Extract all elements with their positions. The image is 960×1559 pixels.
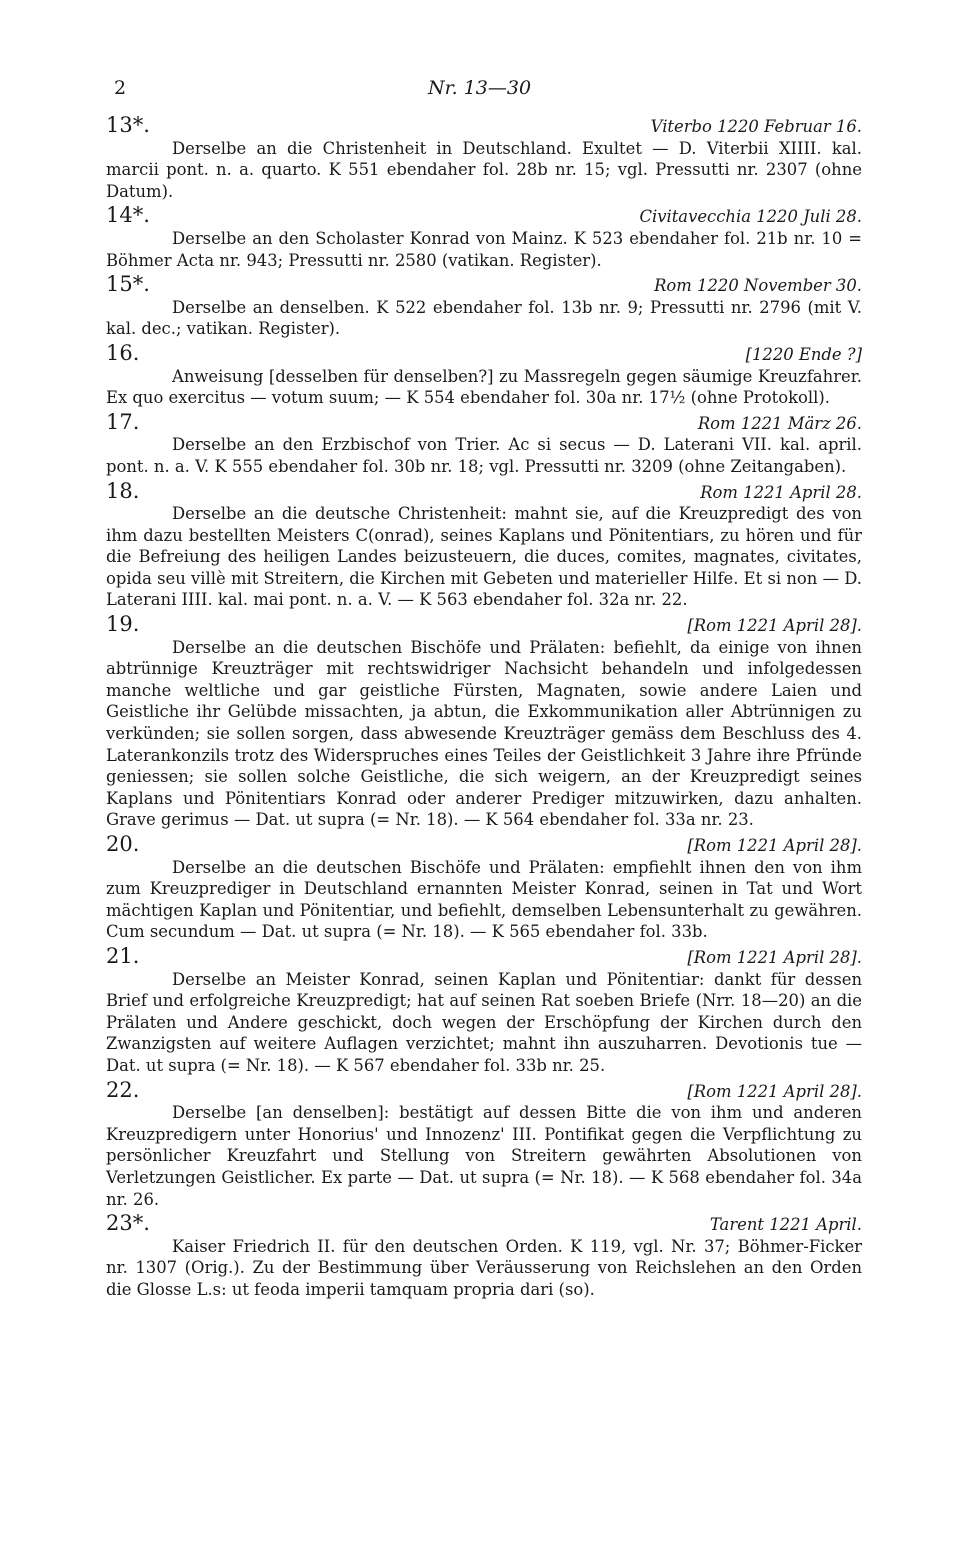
entry-place-date: Rom 1221 März 26. <box>697 413 862 433</box>
entry-place-date: Viterbo 1220 Februar 16. <box>650 117 862 136</box>
entry-number: 15*. <box>106 272 150 297</box>
page-number: 2 <box>114 77 127 99</box>
running-head <box>106 78 862 112</box>
entry-number: 13*. <box>106 113 150 137</box>
entry-place-date: [Rom 1221 April 28]. <box>687 836 862 855</box>
entry-number: 16. <box>106 340 140 365</box>
entry-19 <box>106 614 862 831</box>
entry-number: 19. <box>106 612 140 637</box>
entry-number: 21. <box>106 943 140 968</box>
entry-text: Kaiser Friedrich II. für den deutschen Orden. K 119, vgl. Nr. 37; Böhmer-Ficker nr. 1307 (Orig.). Zu der Bestimmung über Veräusserung von Reichslehen an den Orden die Glosse L.s: ut feoda imperii tamquam propria dari (so). <box>106 1236 862 1299</box>
entry-text: Derselbe an die deutsche Christenheit: mahnt sie, auf die Kreuzpredigt des von ihm dazu bestellten Meisters C(onrad), seines Kaplans und Pönitentiars, zu hören und für die Befreiung des heiligen Landes beizusteuern, die duces, comites, magnates, civitates, opida seu villè mit Streitern, die Kirchen mit Gebeten und materieller Hilfe. Et si non — D. Laterani IIII. kal. mai pont. n. a. V. — K 563 ebendaher fol. 32a nr. 22. <box>106 504 862 610</box>
entry-number: 18. <box>106 478 140 503</box>
entry-17 <box>106 409 862 478</box>
entry-number: 14*. <box>106 203 150 228</box>
entry-place-date: Rom 1220 November 30. <box>654 276 862 296</box>
entry-text: Derselbe an die deutschen Bischöfe und Prälaten: empfiehlt ihnen den von ihm zum Kreuzprediger in Deutschland ernannten Meister Konrad, seinen in Tat und Wort mächtigen Kaplan und Pönitentiar, und befiehlt, demselben Lebensunterhalt zu gewähren. Cum secundum — Dat. ut supra (= Nr. 18). — K 565 ebendaher fol. 33b. <box>106 857 862 942</box>
entry-14 <box>106 205 862 271</box>
entry-text: Derselbe an denselben. K 522 ebendaher fol. 13b nr. 9; Pressutti nr. 2796 (mit V. kal. dec.; vatikan. Register). <box>106 297 862 339</box>
entry-number: 22. <box>106 1077 140 1102</box>
entry-text: Derselbe an Meister Konrad, seinen Kaplan und Pönitentiar: dankt für dessen Brief und erfolgreiche Kreuzpredigt; hat auf seinen Rat soeben Briefe (Nrr. 18—20) an die Prälaten und Andere geschickt, doch wegen der Erschöpfung der Kirchen durch den Zwanzigsten auf weitere Auflagen verzichtet; mahnt ihn auszuharren. Devotionis tue — Dat. ut supra (= Nr. 18). — K 567 ebendaher fol. 33b nr. 25. <box>106 969 862 1075</box>
entry-21 <box>106 943 862 1077</box>
entry-text: Derselbe an die Christenheit in Deutschland. Exultet — D. Viterbii XIIII. kal. marcii pont. n. a. quarto. K 551 ebendaher fol. 28b nr. 15; vgl. Pressutti nr. 2307 (ohne Datum). <box>106 138 862 201</box>
entry-13 <box>106 115 862 202</box>
entry-number: 20. <box>106 832 140 856</box>
entry-text: Derselbe an den Erzbischof von Trier. Ac si secus — D. Laterani VII. kal. april. pont. n. a. V. K 555 ebendaher fol. 30b nr. 18; vgl. Pressutti nr. 3209 (ohne Zeitangaben). <box>106 435 862 476</box>
entry-20 <box>106 834 862 943</box>
entry-place-date: [Rom 1221 April 28]. <box>687 947 862 967</box>
entry-place-date: Rom 1221 April 28. <box>700 482 862 502</box>
entry-22 <box>106 1077 862 1211</box>
entry-15 <box>106 274 862 340</box>
entry-place-date: Civitavecchia 1220 Juli 28. <box>639 207 862 227</box>
entry-text: Derselbe an die deutschen Bischöfe und Prälaten: befiehlt, da einige von ihnen abtrünnige Kreuzträger mit rechtswidriger Nachsicht behandeln und infolgedessen manche weltliche und gar geistliche Fürsten, Magnaten, sowie andere Laien und Geistliche ihr Gelübde missachten, ja abtun, die Exkommunikation aller Abtrünnigen zu verkünden; sie sollen sorgen, dass abwesende Kreuzträger gemäss dem Beschluss des 4. Laterankonzils trotz des Widerspruches eines Teiles der Geistlichkeit 3 Jahre ihre Pfründe geniessen; sie sollen solche Geistliche, die sich weigern, an der Kreuzpredigt seines Kaplans und Pönitentiars Konrad oder anderer Prediger mitzuwirken, dazu anhalten. Grave gerimus — Dat. ut supra (= Nr. 18). — K 564 ebendaher fol. 33a nr. 23. <box>106 637 862 830</box>
entry-text: Derselbe [an denselben]: bestätigt auf dessen Bitte die von ihm und anderen Kreuzpredigern unter Honorius' und Innozenz' III. Pontifikat gegen die Verpflichtung zu persönlicher Kreuzfahrt und Stellung von Streitern gewährten Absolutionen von Verletzungen Geistlicher. Ex parte — Dat. ut supra (= Nr. 18). — K 568 ebendaher fol. 34a nr. 26. <box>106 1103 862 1209</box>
entry-number: 23*. <box>106 1211 150 1236</box>
entry-place-date: [1220 Ende ?] <box>745 344 862 364</box>
entry-text: Derselbe an den Scholaster Konrad von Mainz. K 523 ebendaher fol. 21b nr. 10 = Böhmer Acta nr. 943; Pressutti nr. 2580 (vatikan. Register). <box>106 228 862 270</box>
entry-place-date: [Rom 1221 April 28]. <box>687 1081 862 1101</box>
entry-number: 17. <box>106 409 140 434</box>
entry-text: Anweisung [desselben für denselben?] zu Massregeln gegen säumige Kreuzfahrer. Ex quo exercitus — votum suum; — K 554 ebendaher fol. 30a nr. 17½ (ohne Protokoll). <box>106 366 862 408</box>
entry-18 <box>106 478 862 612</box>
entry-16 <box>106 340 862 409</box>
entry-place-date: [Rom 1221 April 28]. <box>687 616 862 636</box>
entry-place-date: Tarent 1221 April. <box>709 1215 862 1235</box>
entry-23 <box>106 1213 862 1300</box>
page-title: Nr. 13—30 <box>428 77 532 99</box>
